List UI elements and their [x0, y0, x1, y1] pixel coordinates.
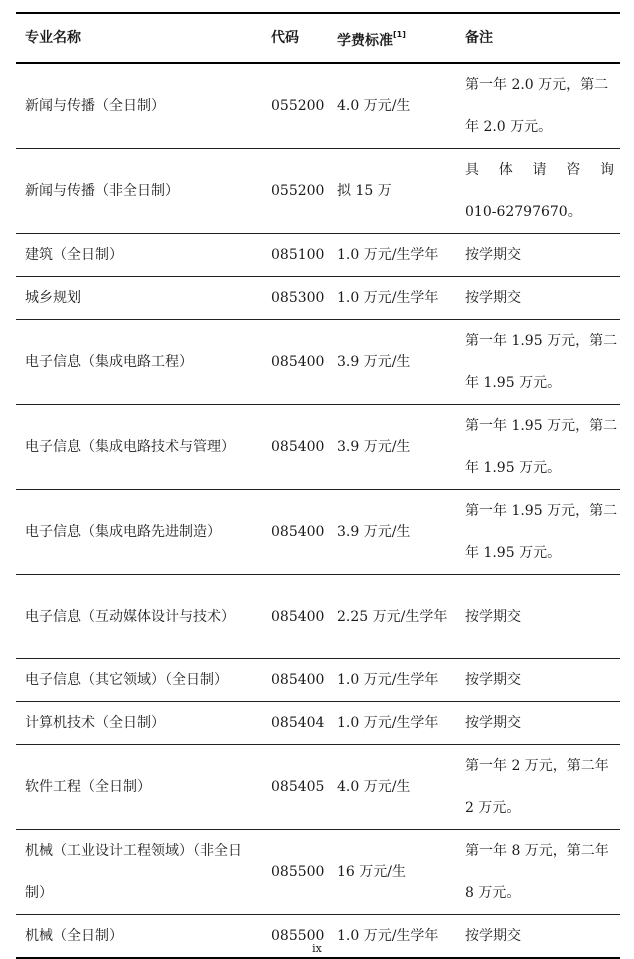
cell-remark: 按学期交: [456, 915, 620, 959]
cell-code: 085400: [262, 405, 328, 490]
cell-name: 机械（工业设计工程领域）（非全日制）: [16, 830, 262, 915]
cell-remark: 按学期交: [456, 702, 620, 745]
header-name: 专业名称: [16, 13, 262, 63]
table-row: [16, 702, 620, 745]
table-row: [16, 63, 620, 149]
cell-fee: 3.9 万元/生: [328, 320, 456, 405]
cell-remark: [456, 149, 620, 234]
cell-remark: 第一年 1.95 万元，第二年 1.95 万元。: [456, 320, 620, 405]
table-row: [16, 490, 620, 575]
table-row: [16, 277, 620, 320]
table-header-row: [16, 13, 620, 63]
cell-fee: 3.9 万元/生: [328, 405, 456, 490]
cell-name: 城乡规划: [16, 277, 262, 320]
cell-code: 085500: [262, 915, 328, 959]
cell-name: 新闻与传播（全日制）: [16, 63, 262, 149]
header-code: 代码: [262, 13, 328, 63]
table-row: [16, 234, 620, 277]
cell-code: 055200: [262, 63, 328, 149]
cell-code: 085400: [262, 575, 328, 659]
cell-code: 085400: [262, 320, 328, 405]
cell-code: 085500: [262, 830, 328, 915]
cell-name: 软件工程（全日制）: [16, 745, 262, 830]
table-row: [16, 830, 620, 915]
cell-fee: 4.0 万元/生: [328, 63, 456, 149]
cell-fee: 2.25 万元/生学年: [328, 575, 456, 659]
cell-fee: 1.0 万元/生学年: [328, 277, 456, 320]
cell-name: 电子信息（集成电路先进制造）: [16, 490, 262, 575]
cell-remark: 第一年 1.95 万元，第二年 1.95 万元。: [456, 405, 620, 490]
cell-fee: 1.0 万元/生学年: [328, 659, 456, 702]
cell-fee: 1.0 万元/生学年: [328, 915, 456, 959]
cell-name: 电子信息（互动媒体设计与技术）: [16, 575, 262, 659]
cell-code: 085400: [262, 490, 328, 575]
cell-remark: 按学期交: [456, 659, 620, 702]
cell-fee: 3.9 万元/生: [328, 490, 456, 575]
cell-code: 085400: [262, 659, 328, 702]
cell-code: 055200: [262, 149, 328, 234]
cell-remark: 按学期交: [456, 234, 620, 277]
remark-line-2: 010-62797670。: [465, 204, 582, 220]
cell-remark: 第一年 2 万元，第二年 2 万元。: [456, 745, 620, 830]
cell-code: 085100: [262, 234, 328, 277]
cell-fee: 拟 15 万: [328, 149, 456, 234]
cell-remark: 第一年 2.0 万元，第二年 2.0 万元。: [456, 63, 620, 149]
header-fee: [328, 13, 456, 63]
cell-code: 085404: [262, 702, 328, 745]
cell-fee: 1.0 万元/生学年: [328, 702, 456, 745]
cell-fee: 1.0 万元/生学年: [328, 234, 456, 277]
cell-name: 机械（全日制）: [16, 915, 262, 959]
page-number: ix: [312, 942, 322, 955]
cell-remark: 按学期交: [456, 575, 620, 659]
cell-name: 电子信息（集成电路技术与管理）: [16, 405, 262, 490]
cell-remark: 第一年 1.95 万元，第二年 1.95 万元。: [456, 490, 620, 575]
cell-name: 电子信息（其它领域）（全日制）: [16, 659, 262, 702]
cell-code: 085300: [262, 277, 328, 320]
cell-fee: 4.0 万元/生: [328, 745, 456, 830]
cell-name: 建筑（全日制）: [16, 234, 262, 277]
table-row: [16, 659, 620, 702]
header-fee-label: 学费标准: [337, 33, 393, 49]
table-row: [16, 575, 620, 659]
fee-table: [16, 12, 620, 959]
cell-remark: 按学期交: [456, 277, 620, 320]
cell-fee: 16 万元/生: [328, 830, 456, 915]
table-row: [16, 149, 620, 234]
cell-code: 085405: [262, 745, 328, 830]
header-remark: 备注: [456, 13, 620, 63]
cell-name: 新闻与传播（非全日制）: [16, 149, 262, 234]
table-row: [16, 405, 620, 490]
cell-name: 电子信息（集成电路工程）: [16, 320, 262, 405]
cell-name: 计算机技术（全日制）: [16, 702, 262, 745]
remark-line-1: 具体请咨询: [465, 162, 614, 178]
footnote-ref: [1]: [393, 30, 406, 39]
table-row: [16, 320, 620, 405]
cell-remark: 第一年 8 万元，第二年 8 万元。: [456, 830, 620, 915]
table-row: [16, 745, 620, 830]
